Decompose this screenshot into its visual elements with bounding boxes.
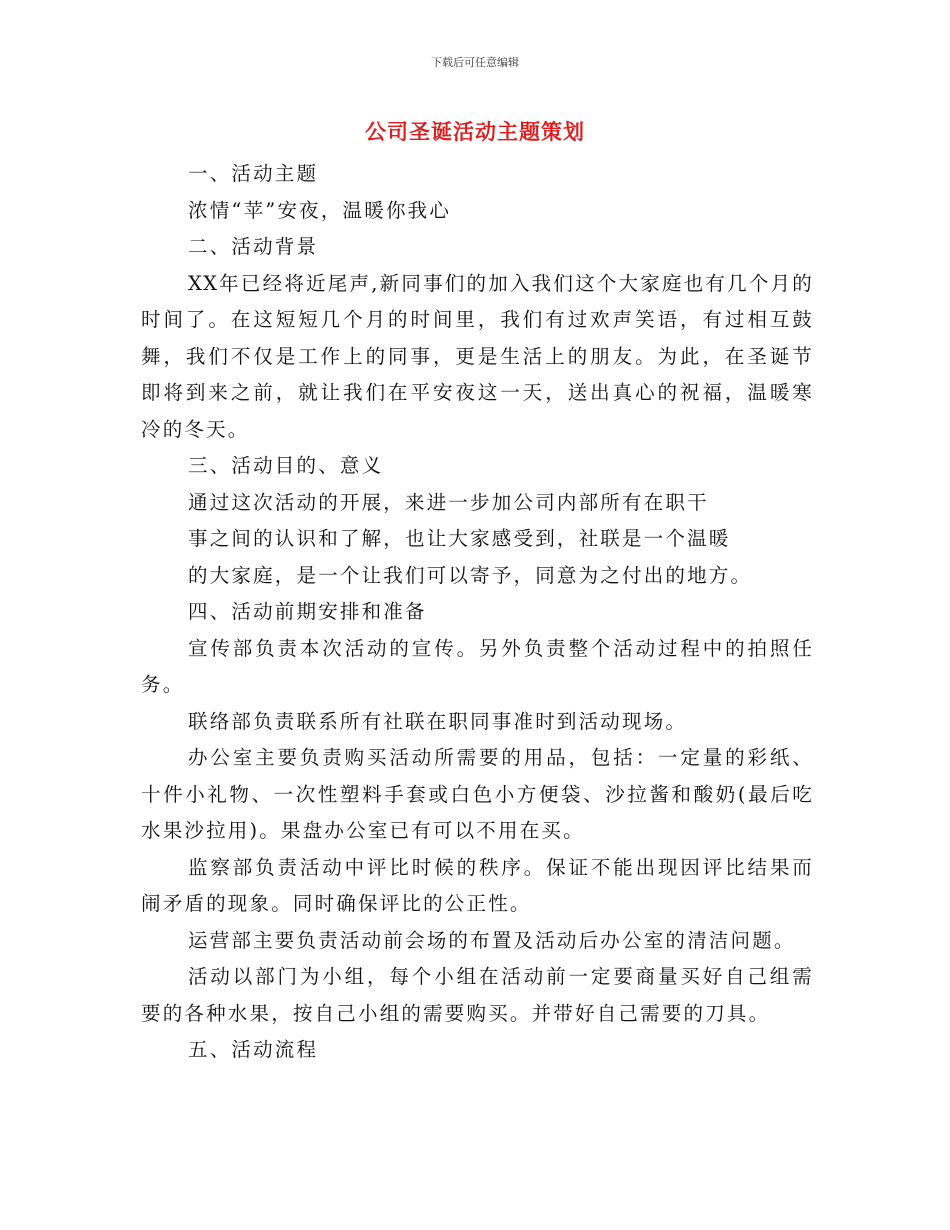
paragraph-line: 舞，我们不仅是工作上的同事，更是生活上的朋友。为此，在圣诞节 bbox=[141, 344, 813, 368]
paragraph-line: 监察部负责活动中评比时候的秩序。保证不能出现因评比结果而 bbox=[188, 855, 813, 879]
paragraph-line: 办公室主要负责购买活动所需要的用品，包括：一定量的彩纸、 bbox=[188, 746, 813, 769]
paragraph-line: 四、活动前期安排和准备 bbox=[188, 600, 427, 623]
paragraph-line: 活动以部门为小组，每个小组在活动前一定要商量买好自己组需 bbox=[188, 965, 813, 988]
paragraph-line: 通过这次活动的开展，来进一步加公司内部所有在职干 bbox=[188, 490, 709, 514]
paragraph-line: 闹矛盾的现象。同时确保评比的公正性。 bbox=[141, 892, 532, 915]
document-body bbox=[141, 156, 813, 1069]
paragraph-line: 运营部主要负责活动前会场的布置及活动后办公室的清洁问题。 bbox=[188, 928, 796, 952]
paragraph-line: 时间了。在这短短几个月的时间里，我们有过欢声笑语，有过相互鼓 bbox=[141, 308, 813, 331]
paragraph-line: 事之间的认识和了解，也让大家感受到，社联是一个温暖 bbox=[188, 527, 731, 550]
page-header: 下载后可任意编辑 bbox=[431, 56, 519, 69]
paragraph-line: 十件小礼物、一次性塑料手套或白色小方便袋、沙拉酱和酸奶(最后吃 bbox=[141, 782, 813, 806]
paragraph-line: 宣传部负责本次活动的宣传。另外负责整个活动过程中的拍照任 bbox=[188, 636, 813, 660]
paragraph-line: XX年已经将近尾声,新同事们的加入我们这个大家庭也有几个月的 bbox=[188, 271, 813, 295]
paragraph-line: 二、活动背景 bbox=[188, 235, 319, 258]
document-title: 公司圣诞活动主题策划 bbox=[365, 120, 585, 144]
paragraph-line: 的大家庭，是一个让我们可以寄予，同意为之付出的地方。 bbox=[188, 563, 753, 587]
paragraph-line: 五、活动流程 bbox=[188, 1038, 319, 1061]
paragraph-line: 务。 bbox=[141, 673, 185, 696]
paragraph-line: 联络部负责联系所有社联在职同事准时到活动现场。 bbox=[188, 709, 688, 733]
paragraph-line: 一、活动主题 bbox=[188, 162, 319, 185]
paragraph-line: 冷的冬天。 bbox=[141, 417, 250, 441]
paragraph-line: 水果沙拉用)。果盘办公室已有可以不用在买。 bbox=[141, 819, 585, 842]
paragraph-line: 三、活动目的、意义 bbox=[188, 454, 384, 477]
paragraph-line: 浓情“苹”安夜，温暖你我心 bbox=[188, 198, 452, 222]
paragraph-line: 要的各种水果，按自己小组的需要购买。并带好自己需要的刀具。 bbox=[141, 1001, 771, 1025]
paragraph-line: 即将到来之前，就让我们在平安夜这一天，送出真心的祝福，温暖寒 bbox=[141, 381, 813, 404]
